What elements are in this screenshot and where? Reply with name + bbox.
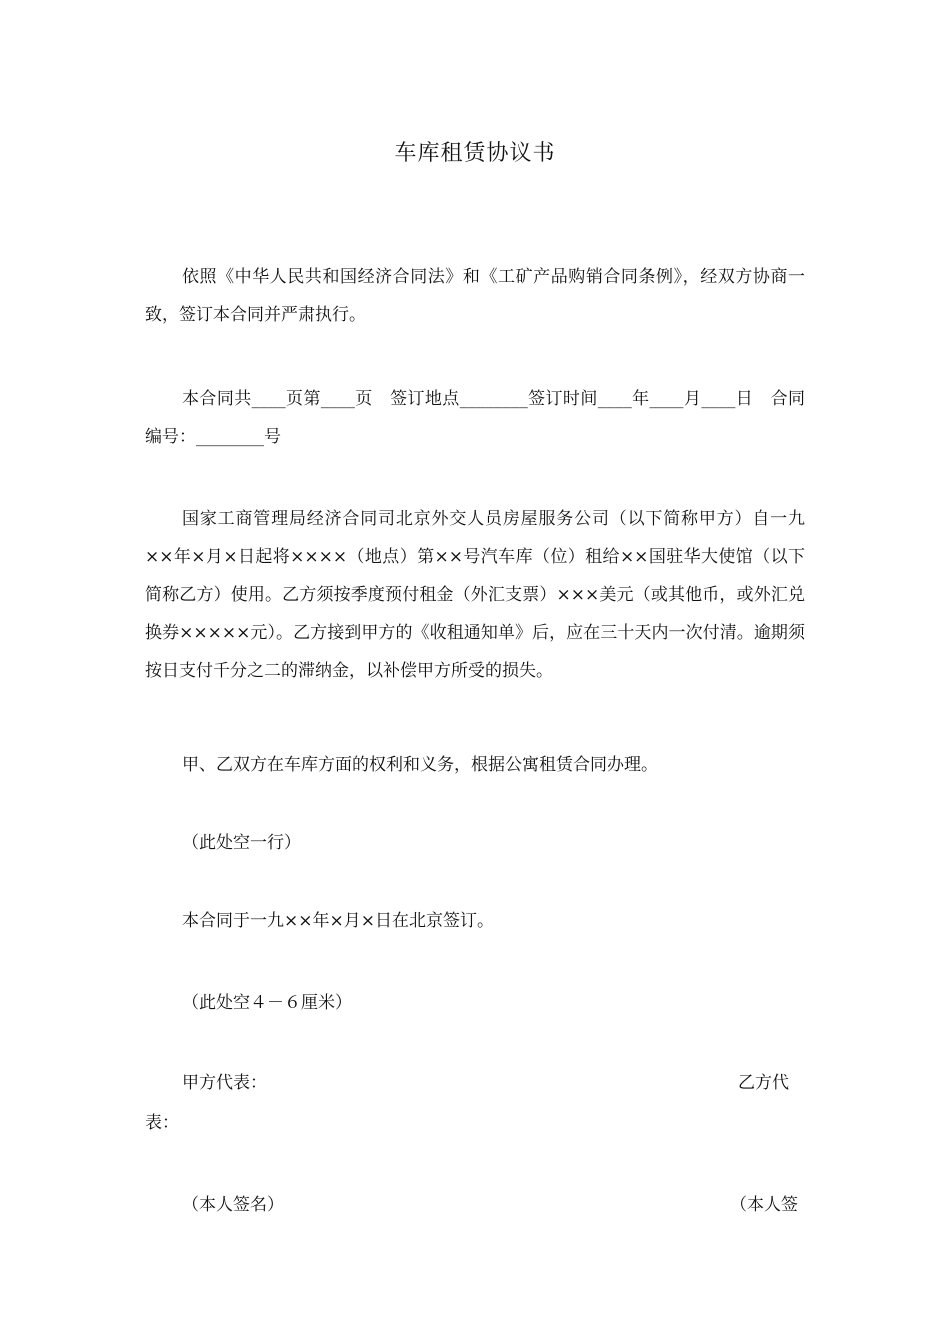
party-a-signature: （本人签名） [182, 1195, 284, 1215]
party-a-representative: 甲方代表： [182, 1073, 267, 1093]
party-b-representative-continued: 表： [145, 1113, 179, 1133]
party-b-representative: 乙方代 [738, 1073, 789, 1093]
document-title: 车库租赁协议书 [394, 141, 556, 166]
paragraph-signing-date: 本合同于一九××年×月×日在北京签订。 [182, 911, 494, 931]
note-blank-line: （此处空一行） [182, 833, 301, 853]
paragraph-rights-duties: 甲、乙双方在车库方面的权利和义务，根据公寓租赁合同办理。 [182, 755, 658, 775]
note-blank-space: （此处空４－６厘米） [182, 993, 352, 1013]
party-b-signature: （本人签 [730, 1195, 798, 1215]
paragraph-lease-terms: 国家工商管理局经济合同司北京外交人员房屋服务公司（以下简称甲方）自一九××年×月×日起将××××（地点）第××号汽车库（位）租给××国驻华大使馆（以下简称乙方）使用。乙方须按季度预付租金（外汇支票）×××美元（或其他币，或外汇兑换券×××××元）。乙方接到甲方的《收租通知单》后，应在三十天内一次付清。逾期须按日支付千分之二的滞纳金，以补偿甲方所受的损失。 [145, 509, 805, 681]
paragraph-contract-info: 本合同共____页第____页 签订地点________签订时间____年____月____日 合同编号：________号 [145, 389, 805, 447]
paragraph-legal-basis: 依照《中华人民共和国经济合同法》和《工矿产品购销合同条例》，经双方协商一致，签订本合同并严肃执行。 [145, 267, 805, 325]
